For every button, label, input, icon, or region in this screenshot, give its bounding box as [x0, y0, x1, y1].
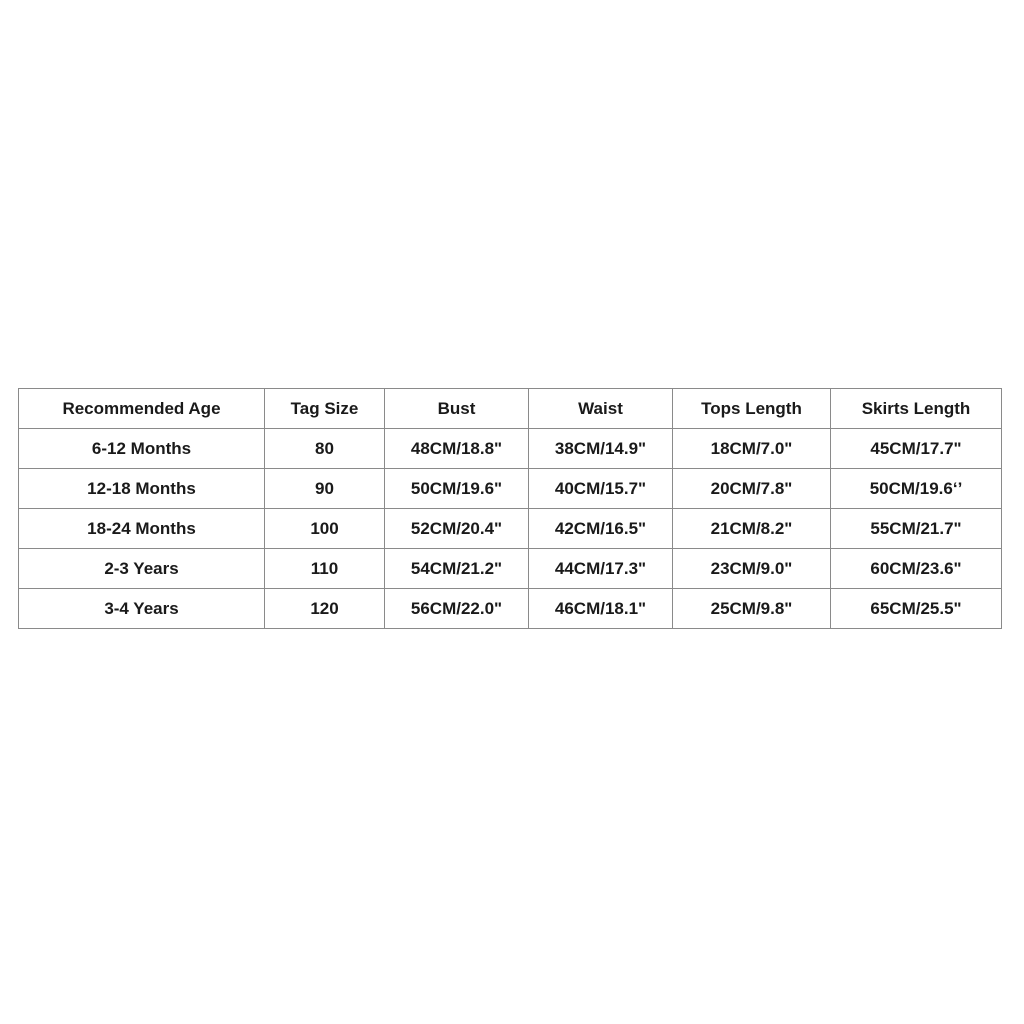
cell-tag-size: 100 [265, 509, 385, 549]
table-row [19, 429, 1002, 469]
table-row [19, 469, 1002, 509]
table-row [19, 589, 1002, 629]
cell-tag-size: 120 [265, 589, 385, 629]
cell-bust: 50CM/19.6" [385, 469, 529, 509]
cell-recommended-age: 18-24 Months [19, 509, 265, 549]
cell-waist: 44CM/17.3" [529, 549, 673, 589]
cell-tag-size: 80 [265, 429, 385, 469]
table-row [19, 549, 1002, 589]
cell-recommended-age: 12-18 Months [19, 469, 265, 509]
cell-skirts-length: 55CM/21.7" [831, 509, 1002, 549]
cell-skirts-length: 65CM/25.5" [831, 589, 1002, 629]
cell-tops-length: 25CM/9.8" [673, 589, 831, 629]
cell-recommended-age: 6-12 Months [19, 429, 265, 469]
cell-skirts-length: 60CM/23.6" [831, 549, 1002, 589]
header-skirts-length: Skirts Length [831, 389, 1002, 429]
size-chart-table [18, 388, 1002, 629]
cell-recommended-age: 3-4 Years [19, 589, 265, 629]
header-waist: Waist [529, 389, 673, 429]
header-recommended-age: Recommended Age [19, 389, 265, 429]
cell-bust: 54CM/21.2" [385, 549, 529, 589]
table-header-row [19, 389, 1002, 429]
cell-waist: 42CM/16.5" [529, 509, 673, 549]
cell-skirts-length: 45CM/17.7" [831, 429, 1002, 469]
cell-tops-length: 23CM/9.0" [673, 549, 831, 589]
cell-tag-size: 90 [265, 469, 385, 509]
cell-tops-length: 20CM/7.8" [673, 469, 831, 509]
cell-bust: 52CM/20.4" [385, 509, 529, 549]
cell-skirts-length: 50CM/19.6‘’ [831, 469, 1002, 509]
cell-tops-length: 21CM/8.2" [673, 509, 831, 549]
header-tag-size: Tag Size [265, 389, 385, 429]
cell-waist: 40CM/15.7" [529, 469, 673, 509]
cell-bust: 48CM/18.8" [385, 429, 529, 469]
cell-recommended-age: 2-3 Years [19, 549, 265, 589]
cell-tag-size: 110 [265, 549, 385, 589]
cell-bust: 56CM/22.0" [385, 589, 529, 629]
cell-tops-length: 18CM/7.0" [673, 429, 831, 469]
cell-waist: 38CM/14.9" [529, 429, 673, 469]
header-tops-length: Tops Length [673, 389, 831, 429]
cell-waist: 46CM/18.1" [529, 589, 673, 629]
table-row [19, 509, 1002, 549]
header-bust: Bust [385, 389, 529, 429]
